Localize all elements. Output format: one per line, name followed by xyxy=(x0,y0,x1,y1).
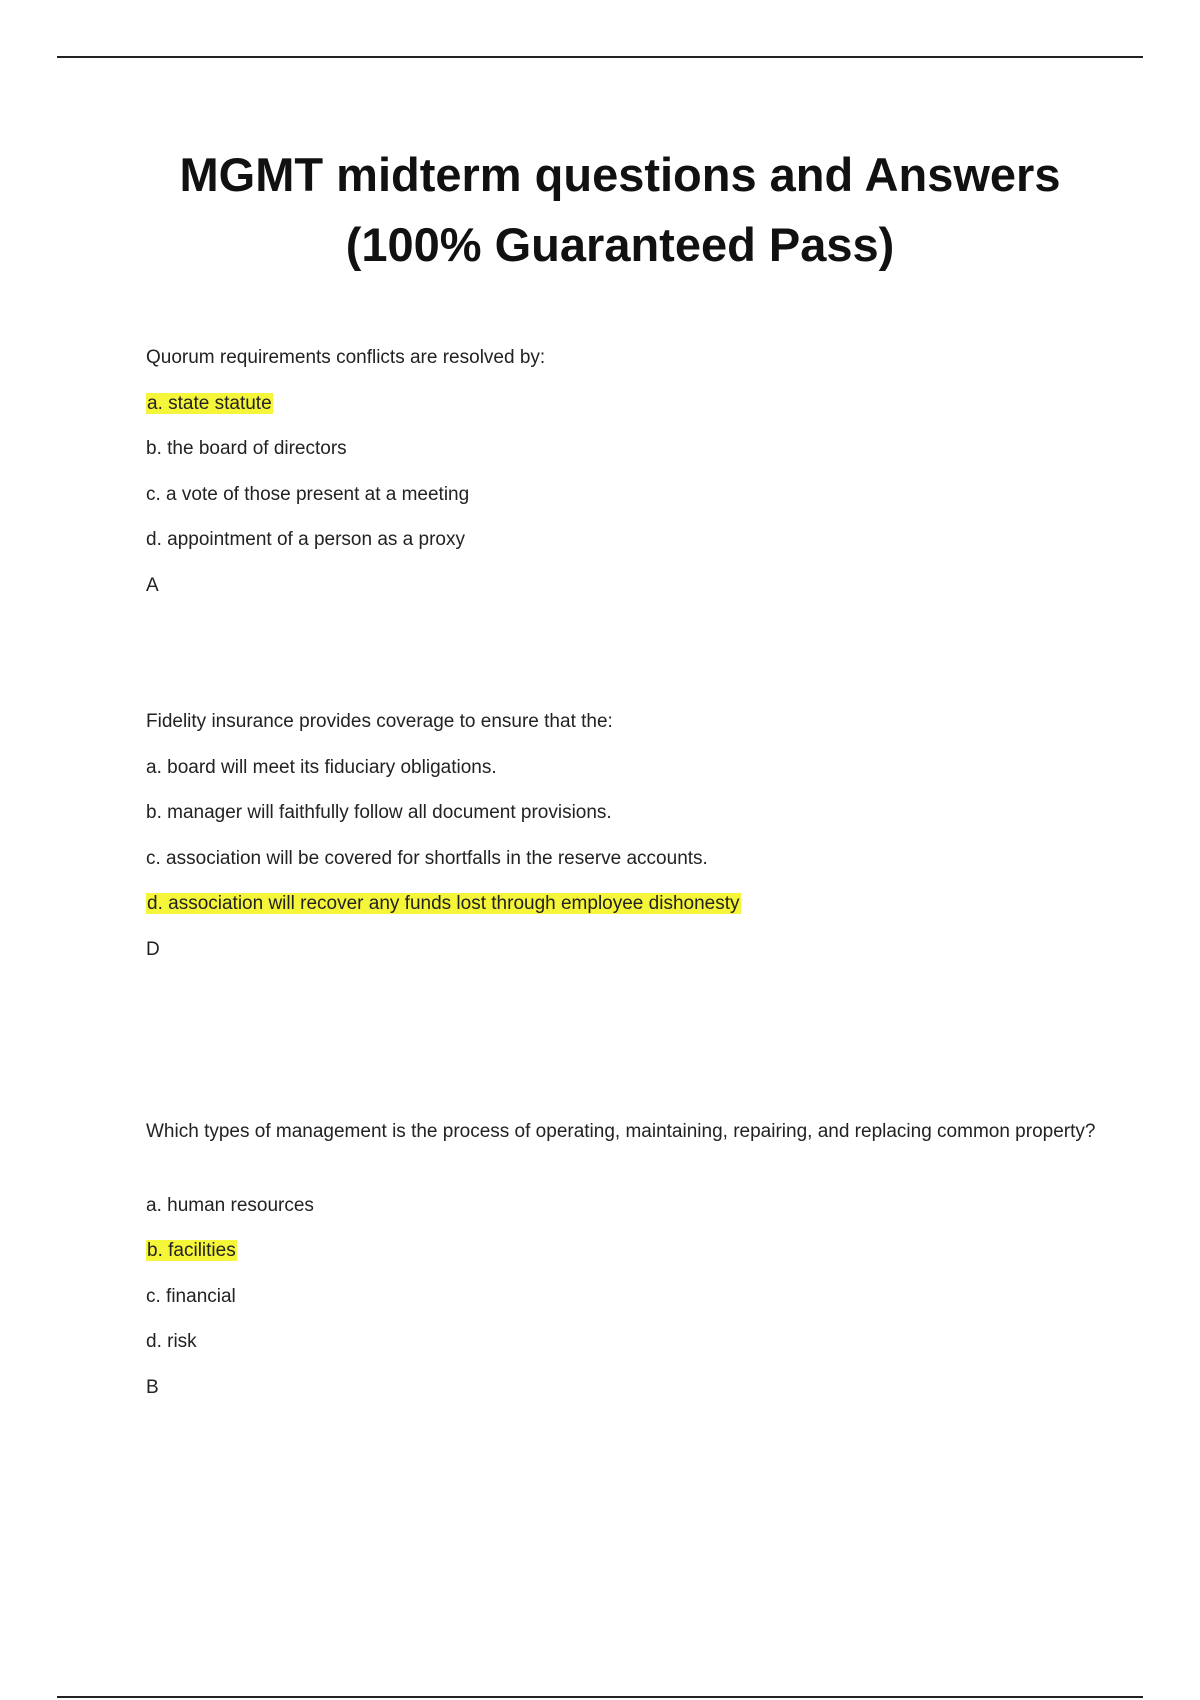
question-3-option-c: c. financial xyxy=(146,1286,236,1307)
bottom-rule xyxy=(57,1696,1143,1698)
question-3-option-d: d. risk xyxy=(146,1331,197,1352)
top-rule xyxy=(57,56,1143,58)
title-line-1: MGMT midterm questions and Answers xyxy=(179,148,1061,201)
question-2-option-a: a. board will meet its fiduciary obligations. xyxy=(146,757,497,778)
question-2-prompt: Fidelity insurance provides coverage to ensure that the: xyxy=(146,711,613,732)
answer-highlight: a. state statute xyxy=(147,393,272,414)
question-3-option-a: a. human resources xyxy=(146,1195,314,1216)
answer-highlight: d. association will recover any funds lost through employee dishonesty xyxy=(147,893,740,914)
question-2-option-d xyxy=(146,891,741,917)
title-line-2: (100% Guaranteed Pass) xyxy=(345,218,895,271)
question-1-option-c: c. a vote of those present at a meeting xyxy=(146,484,470,505)
question-2-option-c: c. association will be covered for shortfalls in the reserve accounts. xyxy=(146,848,708,869)
question-2-option-b: b. manager will faithfully follow all document provisions. xyxy=(146,802,612,823)
question-1-option-b: b. the board of directors xyxy=(146,438,347,459)
question-3-prompt: Which types of management is the process of operating, maintaining, repairing, and replacing common property? xyxy=(146,1121,1096,1142)
question-1-option-a xyxy=(146,391,273,417)
question-3-answer: B xyxy=(146,1377,159,1398)
question-1-option-d: d. appointment of a person as a proxy xyxy=(146,529,465,550)
question-2-answer: D xyxy=(146,939,160,960)
question-1-answer: A xyxy=(146,575,159,596)
answer-highlight: b. facilities xyxy=(147,1240,236,1261)
question-1-prompt: Quorum requirements conflicts are resolved by: xyxy=(146,347,546,368)
question-3-option-b xyxy=(146,1238,237,1264)
document-title xyxy=(120,140,1120,280)
